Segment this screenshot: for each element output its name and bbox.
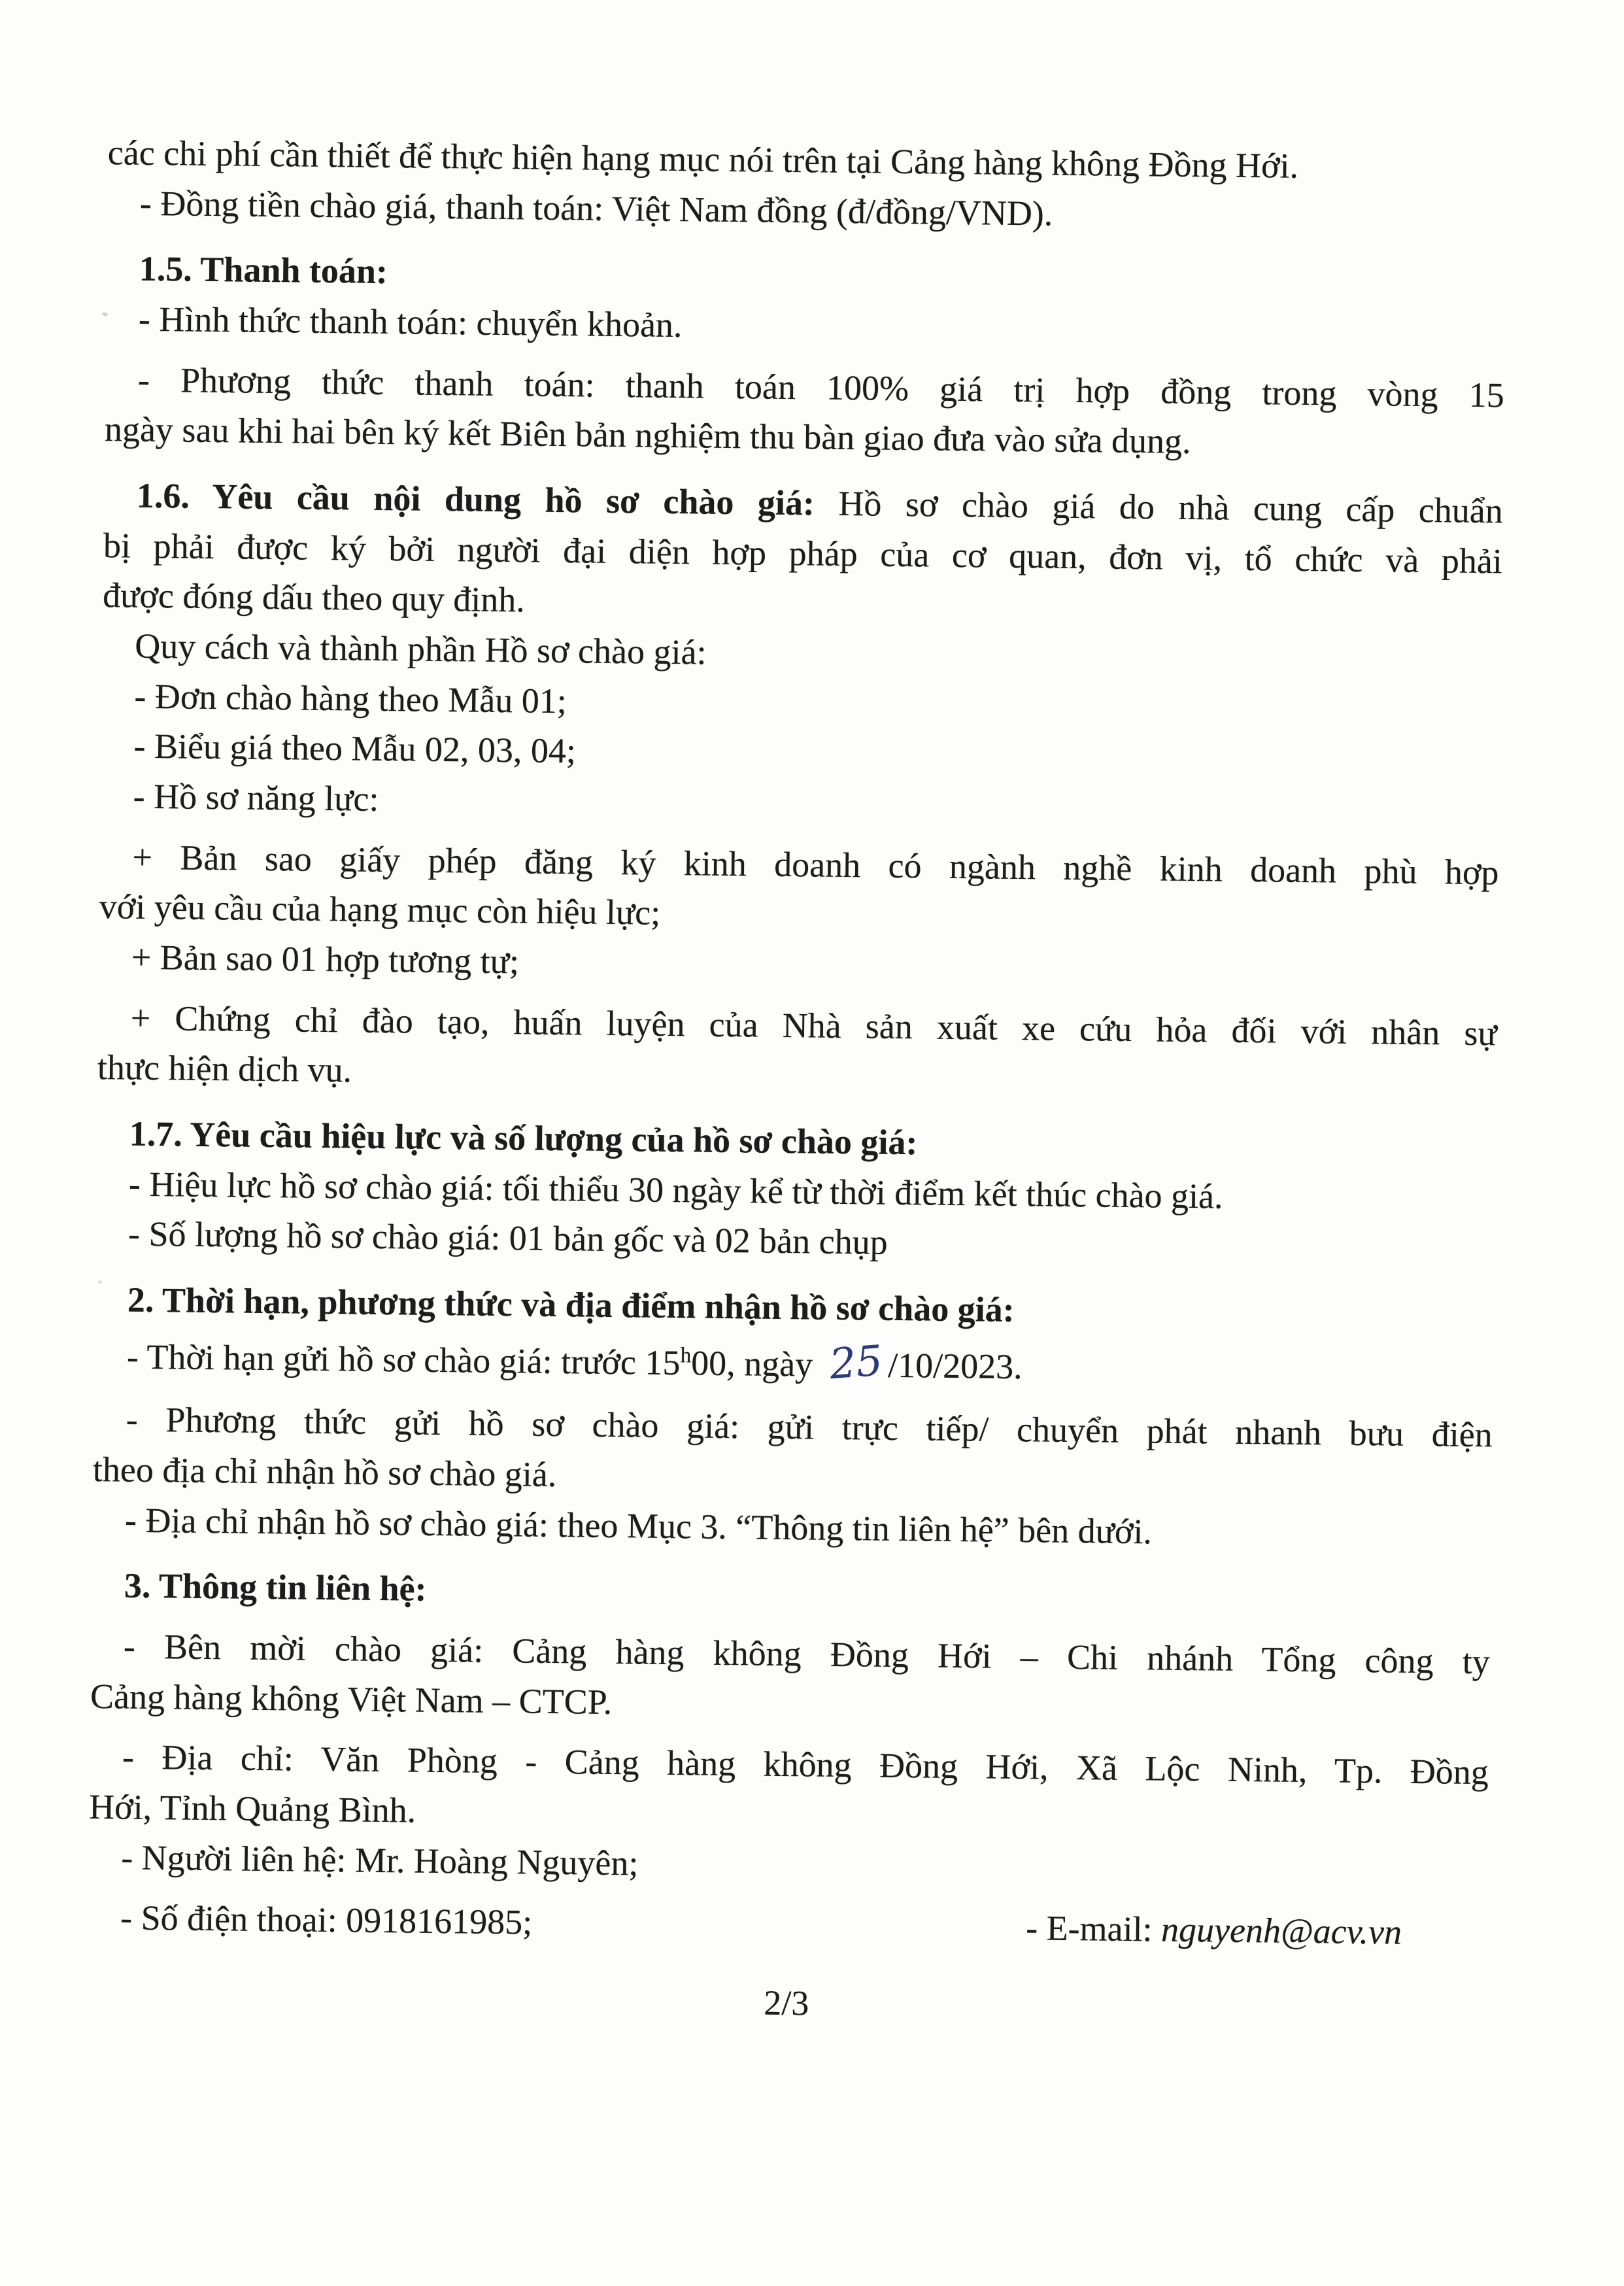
handwritten-day: 25 — [828, 1337, 885, 1390]
list-item-business-license — [99, 832, 1499, 948]
paragraph-payment-form: - Hình thức thanh toán: chuyển khoản. — [138, 299, 683, 345]
text-segment: /10/2023. — [887, 1345, 1023, 1386]
paragraph-1-6-requirements — [103, 470, 1503, 636]
list-item-price-form: - Biểu giá theo Mẫu 02, 03, 04; — [133, 726, 577, 771]
email-value: nguyenh@acv.vn — [1160, 1909, 1402, 1953]
text-line: + Chứng chỉ đào tạo, huấn luyện của Nhà sản xuất xe cứu hỏa đối với nhân sự — [130, 998, 1498, 1053]
heading-1-7-validity: 1.7. Yêu cầu hiệu lực và số lượng của hồ sơ chào giá: — [129, 1114, 918, 1163]
paragraph-dossier-spec: Quy cách và thành phần Hồ sơ chào giá: — [134, 626, 707, 672]
paragraph-quantity: - Số lượng hồ sơ chào giá: 01 bản gốc và 02 bản chụp — [127, 1214, 888, 1263]
text-line: Cảng hàng không Việt Nam – CTCP. — [90, 1676, 613, 1722]
text-line: bị phải được ký bởi người đại diện hợp pháp của cơ quan, đơn vị, tổ chức và phải — [103, 525, 1503, 581]
text-line: + Bản sao giấy phép đăng ký kinh doanh có ngành nghề kinh doanh phù hợp — [132, 837, 1499, 893]
heading-1-5-payment: 1.5. Thanh toán: — [139, 249, 388, 292]
paragraph-contact-person: - Người liên hệ: Mr. Hoàng Nguyên; — [120, 1837, 639, 1883]
text-line: - Bên mời chào giá: Cảng hàng không Đồng Hới – Chi nhánh Tổng công ty — [123, 1626, 1491, 1682]
paragraph-phone-email — [88, 1892, 1487, 1958]
paragraph-payment-method — [105, 354, 1505, 471]
paragraph-currency: - Đồng tiền chào giá, thanh toán: Việt Nam đồng (đ/đồng/VND). — [139, 183, 1053, 233]
text-segment: 00, ngày — [690, 1343, 813, 1384]
superscript-hour: h — [680, 1343, 692, 1368]
paragraph-validity: - Hiệu lực hồ sơ chào giá: tối thiểu 30 ngày kể từ thời điểm kết thúc chào giá. — [128, 1164, 1223, 1216]
text-line: thực hiện dịch vụ. — [97, 1048, 352, 1090]
text-line: được đóng dấu theo quy định. — [102, 575, 526, 620]
list-item-capacity-profile: - Hồ sơ năng lực: — [133, 776, 379, 819]
paragraph-costs-continuation: các chi phí cần thiết để thực hiện hạng mục nói trên tại Cảng hàng không Đồng Hới. — [107, 133, 1299, 186]
text-line: - Phương thức thanh toán: thanh toán 100% giá trị hợp đồng trong vòng 15 — [137, 360, 1505, 415]
text-line: với yêu cầu của hạng mục còn hiệu lực; — [99, 887, 661, 933]
list-item-training-certificate — [97, 993, 1498, 1109]
text-line: Hới, Tỉnh Quảng Bình. — [88, 1786, 416, 1830]
text-segment: - Thời hạn gửi hồ sơ chào giá: trước 15 — [126, 1337, 681, 1383]
page-number: 2/3 — [763, 1983, 809, 2023]
paragraph-send-method — [93, 1394, 1493, 1510]
paragraph-inviting-party — [90, 1621, 1491, 1737]
text-line: theo địa chỉ nhận hồ sơ chào giá. — [92, 1449, 557, 1495]
list-item-similar-contract: + Bản sao 01 hợp tương tự; — [131, 937, 520, 981]
paragraph-office-address — [89, 1732, 1489, 1848]
heading-1-6-inline: 1.6. Yêu cầu nội dung hồ sơ chào giá: — [136, 475, 815, 523]
heading-3-contact-info: 3. Thông tin liên hệ: — [124, 1565, 427, 1609]
text-line: ngày sau khi hai bên ký kết Biên bản nghiệm thu bàn giao đưa vào sửa dụng. — [104, 409, 1191, 462]
text-line: - Địa chỉ: Văn Phòng - Cảng hàng không Đồng Hới, Xã Lộc Ninh, Tp. Đồng — [122, 1737, 1489, 1792]
list-item-offer-form: - Đơn chào hàng theo Mẫu 01; — [134, 676, 567, 721]
text-segment: Hồ sơ chào giá do nhà cung cấp chuẩn — [814, 483, 1504, 531]
text-line: - Phương thức gửi hồ sơ chào giá: gửi trực tiếp/ chuyển phát nhanh bưu điện — [126, 1399, 1493, 1455]
phone-number-text: - Số điện thoại: 0918161985; — [120, 1898, 533, 1943]
heading-2-deadline: 2. Thời hạn, phương thức và địa điểm nhận hồ sơ chào giá: — [127, 1280, 1015, 1330]
email-text — [1026, 1903, 1402, 1958]
email-label: - E-mail: — [1025, 1908, 1162, 1949]
paragraph-address-reference: - Địa chỉ nhận hồ sơ chào giá: theo Mục 3. “Thông tin liên hệ” bên dưới. — [124, 1500, 1153, 1552]
